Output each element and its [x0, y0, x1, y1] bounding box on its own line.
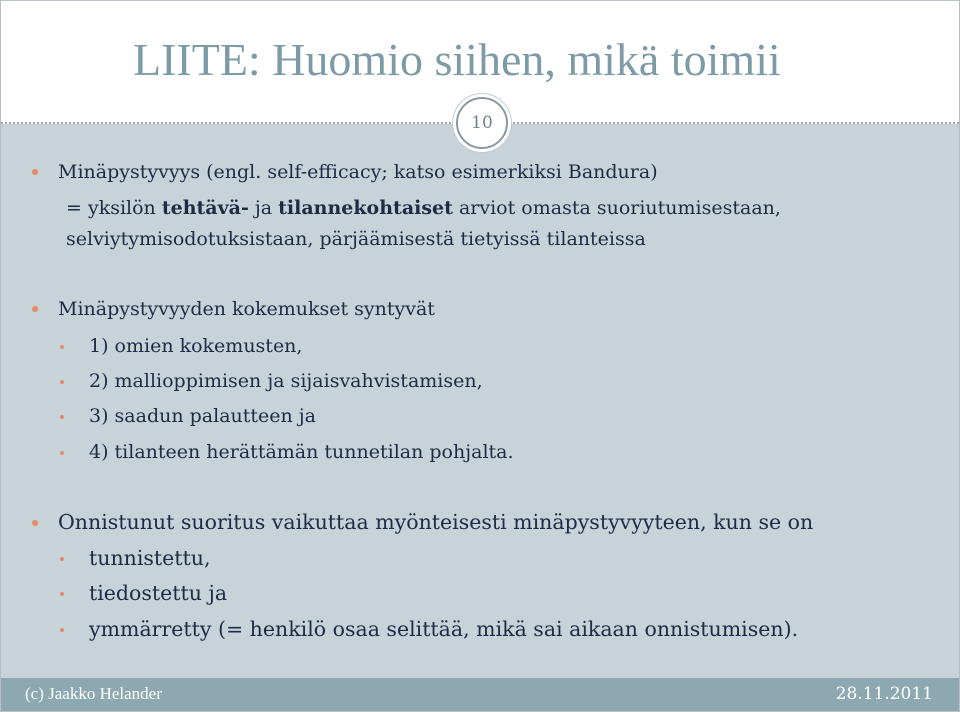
- bullet-2-item-3: 3) saadun palautteen ja: [89, 405, 317, 427]
- sub-bullet-dot-icon: [60, 557, 64, 561]
- footer-date: 28.11.2011: [835, 684, 933, 704]
- sub-bullet-dot-icon: [60, 415, 64, 419]
- sub-bullet-dot-icon: [60, 451, 64, 455]
- definition-bold-situation: tilannekohtaiset: [278, 197, 453, 219]
- bullet-3-text: Onnistunut suoritus vaikuttaa myönteisesti minäpystyvyyteen, kun se on: [58, 510, 814, 534]
- bullet-1-text: Minäpystyvyys (engl. self-efficacy; katso esimerkiksi Bandura): [58, 161, 658, 183]
- bullet-2-item-1: 1) omien kokemusten,: [89, 335, 303, 357]
- bullet-3-item-1: tunnistettu,: [89, 546, 211, 570]
- definition-bold-task: tehtävä-: [161, 197, 249, 219]
- sub-bullet-dot-icon: [60, 380, 64, 384]
- page-number-badge: 10: [456, 97, 508, 149]
- bullet-2-text: Minäpystyvyyden kokemukset syntyvät: [58, 298, 435, 320]
- bullet-3-item-2: tiedostettu ja: [89, 581, 228, 605]
- bullet-dot-icon: [32, 169, 38, 175]
- bullet-dot-icon: [32, 520, 38, 526]
- slide-title: LIITE: Huomio siihen, mikä toimii: [133, 34, 781, 85]
- bullet-2-item-4: 4) tilanteen herättämän tunnetilan pohjalta.: [89, 441, 514, 463]
- definition-prefix: = yksilön: [66, 197, 162, 219]
- bullet-1-definition-line: [66, 196, 781, 220]
- bullet-1-definition-line-2: selviytymisodotuksistaan, pärjäämisestä tietyissä tilanteissa: [66, 228, 646, 250]
- sub-bullet-dot-icon: [60, 628, 64, 632]
- footer-author: (c) Jaakko Helander: [25, 684, 162, 703]
- bullet-dot-icon: [32, 306, 38, 312]
- bullet-3-item-3: ymmärretty (= henkilö osaa selittää, mikä sai aikaan onnistumisen).: [89, 617, 799, 641]
- footer-bar: [1, 678, 959, 711]
- definition-rest: arviot omasta suoriutumisestaan,: [452, 197, 781, 219]
- definition-mid: ja: [248, 197, 279, 219]
- sub-bullet-dot-icon: [60, 345, 64, 349]
- sub-bullet-dot-icon: [60, 592, 64, 596]
- bullet-2-item-2: 2) mallioppimisen ja sijaisvahvistamisen,: [89, 370, 483, 392]
